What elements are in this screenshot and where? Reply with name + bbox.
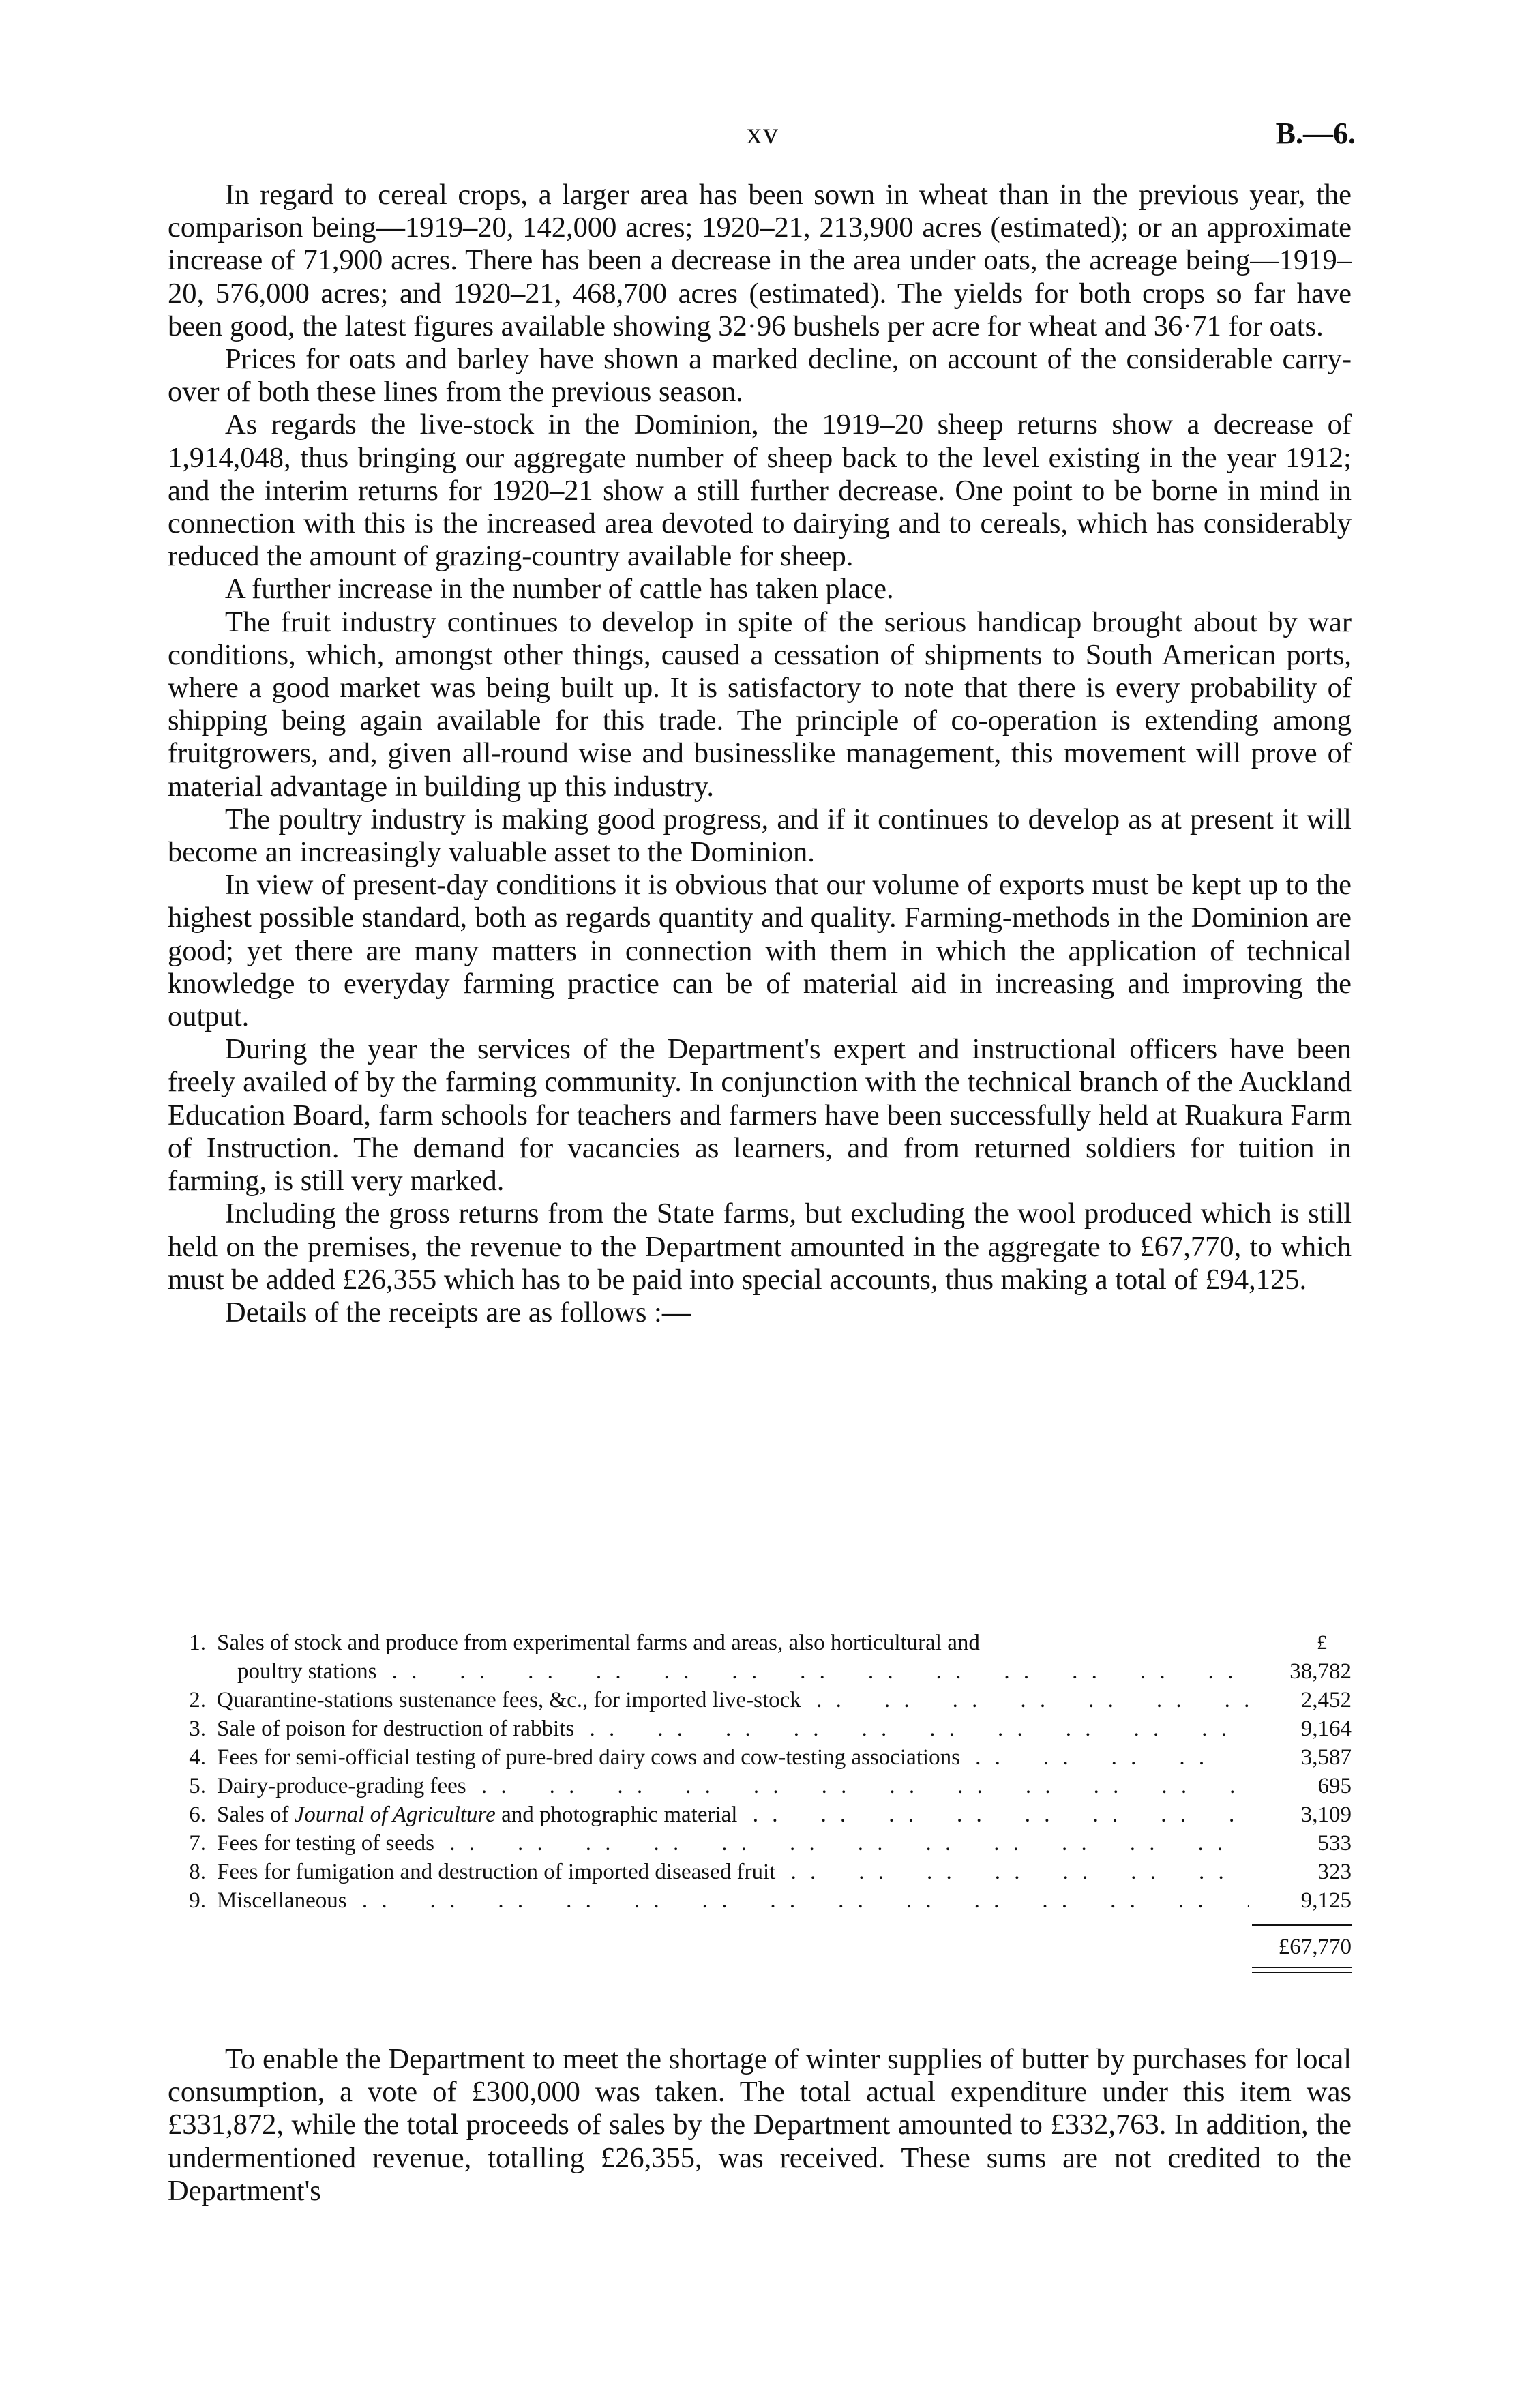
table-row [168,1629,1352,1657]
paragraph-butter-supplies: To enable the Department to meet the shortage of winter supplies of butter by purchases for local consumption, a vote of £300,000 was taken. The total actual expenditure under this item was £331,872, while the total proceeds of sales by the Department amounted to £332,763. In addition, the undermentioned revenue, totalling £26,355, was received. These sums are not credited to the Department's [168,2043,1352,2207]
receipts-total: £67,770 [1278,1935,1352,1959]
item-label: Fees for fumigation and destruction of imported diseased fruit . . [206,1858,1249,1886]
paragraph-poultry: The poultry industry is making good progress, and if it continues to develop as at present it will become an increasingly valuable asset to the Dominion. [168,803,1352,869]
item-value: 3,587 [1300,1745,1352,1770]
item-number: 6. [189,1802,206,1827]
item-number: 1. [189,1631,206,1655]
table-row [168,1657,1352,1686]
table-row [168,1800,1352,1829]
paragraph-cereal-crops: In regard to cereal crops, a larger area has been sown in wheat than in the previous year, the comparison being—1919–20, 142,000 acres; 1920–21, 213,900 acres (estimated); or an approximate increase of 71,900 acres. There has been a decrease in the area under oats, the acreage being—1919–20, 576,000 acres; and 1920–21, 468,700 acres (estimated). The yields for both crops so far have been good, the latest figures available showing 32·96 bushels per acre for wheat and 36·71 for oats. [168,179,1352,342]
paragraph-details-intro: Details of the receipts are as follows :— [225,1296,691,1328]
paragraph-revenue: Including the gross returns from the State farms, but excluding the wool produced which is still held on the premises, the revenue to the Department amounted in the aggregate to £67,770, to which must be added £26,355 which has to be paid into special accounts, thus making a total of £94,125. [168,1198,1352,1296]
item-label: Fees for semi-official testing of pure-bred dairy cows and cow-testing associations . . [206,1743,1249,1772]
item-value: 695 [1317,1774,1352,1798]
paragraph-prices: Prices for oats and barley have shown a marked decline, on account of the considerable carry-over of both these lines from the previous season. [168,343,1352,408]
item-label: Sale of poison for destruction of rabbits . . [206,1714,1249,1743]
currency-unit: £ [1317,1631,1327,1654]
double-rule [1252,1967,1352,1973]
table-row [168,1743,1352,1772]
paragraph-exports: In view of present-day conditions it is obvious that our volume of exports must be kept up to the highest possible standard, both as regards quantity and quality. Farming-methods in the Dominion are good; yet there are many matters in connection with them in which the application of technical knowledge to everyday farming practice can be of material aid in increasing and improving the output. [168,869,1352,1033]
item-value: 323 [1317,1860,1352,1884]
item-label: Miscellaneous . . [206,1886,1249,1915]
receipts-table [168,1629,1352,1973]
item-label: Sales of Journal of Agriculture and photographic material . . [206,1800,1249,1829]
document-code: B.—6. [1275,117,1356,150]
closing-text [168,2043,1352,2208]
table-row [168,1714,1352,1743]
paragraph-fruit-industry: The fruit industry continues to develop in spite of the serious handicap brought about by war conditions, which, amongst other things, caused a cessation of shipments to South American ports, where a good market was being built up. It is satisfactory to note that there is every probability of shipping being again available for this trade. The principle of co-operation is extending among fruitgrowers, and, given all-round wise and businesslike management, this movement will prove of material advantage in building up this industry. [168,606,1352,803]
paragraph-live-stock: As regards the live-stock in the Dominion, the 1919–20 sheep returns show a decrease of 1,914,048, thus bringing our aggregate number of sheep back to the level existing in the year 1912; and the interim returns for 1920–21 show a still further decrease. One point to be borne in mind in connection with this is the increased area devoted to dairying and to cereals, which has considerably reduced the amount of grazing-country available for sheep. [168,408,1352,573]
item-number: 7. [189,1831,206,1856]
table-row [168,1886,1352,1915]
item-value: 38,782 [1289,1659,1352,1684]
table-row [168,1858,1352,1886]
item-number: 3. [189,1716,206,1741]
item-value: 2,452 [1300,1688,1352,1712]
item-value: 3,109 [1300,1802,1352,1827]
page-number: xv [747,117,779,150]
item-label: Fees for testing of seeds . . [206,1829,1249,1858]
journal-title: Journal of Agriculture [294,1802,496,1827]
body-text [168,179,1352,1329]
item-value: 533 [1317,1831,1352,1856]
item-value: 9,125 [1300,1888,1352,1913]
item-number: 2. [189,1688,206,1712]
table-row [168,1772,1352,1800]
item-number: 5. [189,1774,206,1798]
item-label: Sales of stock and produce from experimental farms and areas, also horticultural and [217,1631,980,1655]
item-label: poultry stations . . [206,1657,1249,1686]
item-number: 4. [189,1745,206,1770]
page-header [170,116,1356,157]
item-number: 9. [189,1888,206,1913]
item-number: 8. [189,1860,206,1884]
table-row [168,1829,1352,1858]
paragraph-cattle: A further increase in the number of cattle has taken place. [225,573,894,606]
table-row [168,1686,1352,1714]
item-label: Quarantine-stations sustenance fees, &c., for imported live-stock . . [206,1686,1249,1714]
item-label: Dairy-produce-grading fees . . [206,1772,1249,1800]
paragraph-services: During the year the services of the Department's expert and instructional officers have been freely availed of by the farming community. In conjunction with the technical branch of the Auckland Education Board, farm schools for teachers and farmers have been successfully held at Ruakura Farm of Instruction. The demand for vacancies as learners, and from returned soldiers for tuition in farming, is still very marked. [168,1033,1352,1198]
total-rule [1252,1924,1352,1926]
item-value: 9,164 [1300,1716,1352,1741]
